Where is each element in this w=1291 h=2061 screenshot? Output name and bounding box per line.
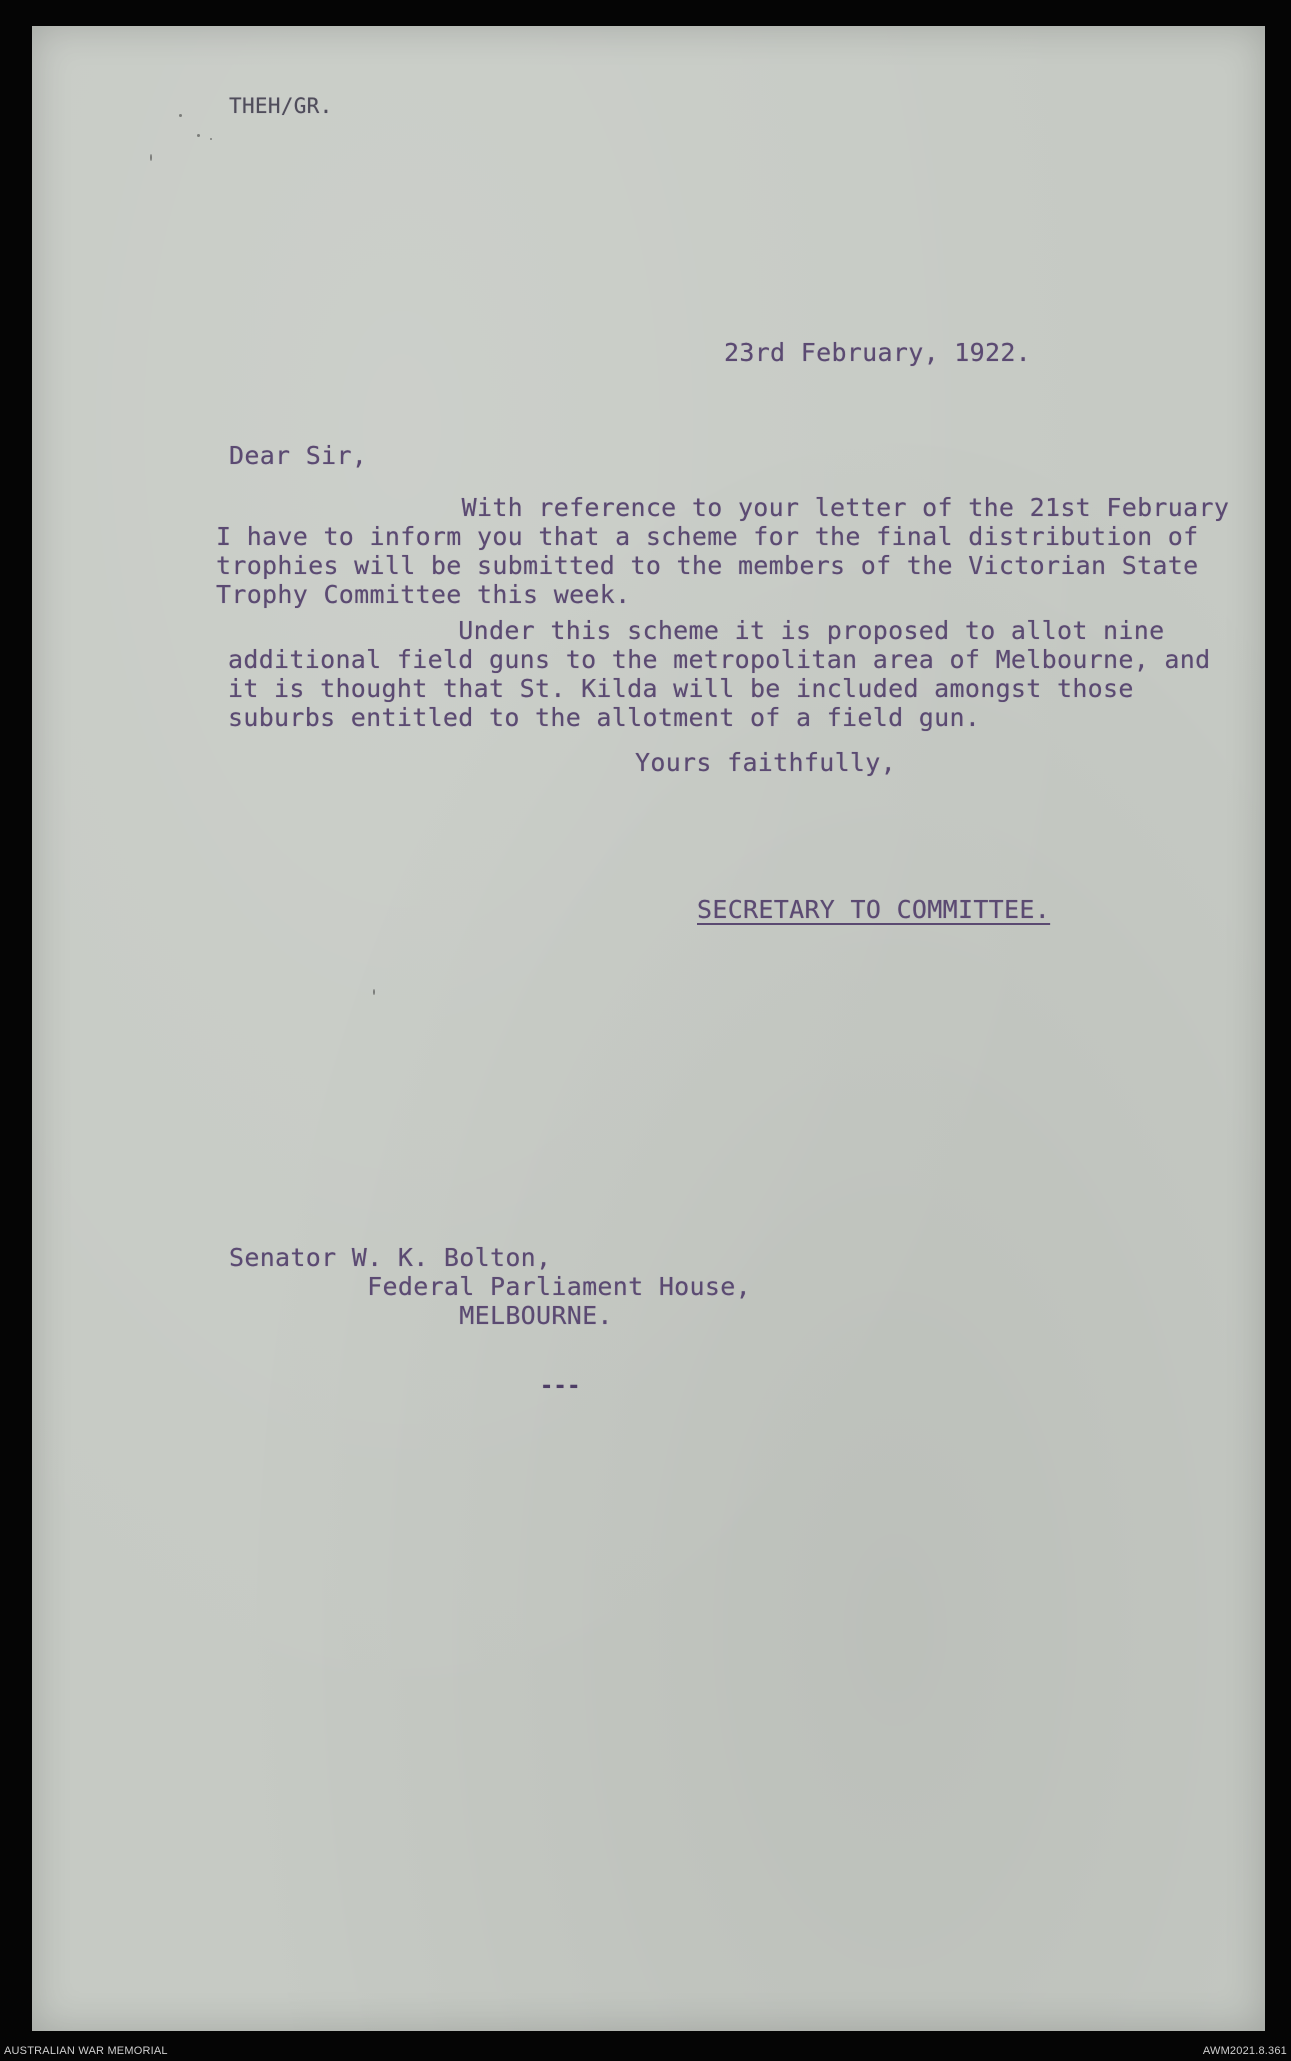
footer-accession-number: AWM2021.8.361: [1202, 2045, 1287, 2057]
letter-date: 23rd February, 1922.: [724, 338, 1032, 367]
end-mark: ---: [540, 1374, 581, 1399]
footer-institution: AUSTRALIAN WAR MEMORIAL: [4, 2045, 168, 2057]
body-paragraph-1: With reference to your letter of the 21st February I have to inform you that a scheme for the final distribution of trophies will be submitted to the members of the Victorian State Trophy Committee this week.: [216, 493, 1230, 609]
ink-speck: [373, 989, 375, 995]
closing: Yours faithfully,: [635, 748, 896, 777]
addressee-block: Senator W. K. Bolton, Federal Parliament House, MELBOURNE.: [229, 1243, 751, 1330]
letter-page: [32, 26, 1265, 2031]
ink-speck: [150, 154, 152, 161]
ink-speck: [179, 114, 182, 117]
ink-speck: [197, 134, 200, 137]
body-paragraph-2: Under this scheme it is proposed to allot nine additional field guns to the metropolitan area of Melbourne, and it is thought that St. Kilda will be included amongst those suburbs entitled to the allotment of a field gun.: [228, 616, 1211, 732]
signature-line: SECRETARY TO COMMITTEE.: [697, 895, 1051, 924]
salutation: Dear Sir,: [229, 441, 368, 470]
reference-code: THEH/GR.: [229, 94, 333, 118]
ink-speck: [210, 138, 212, 140]
